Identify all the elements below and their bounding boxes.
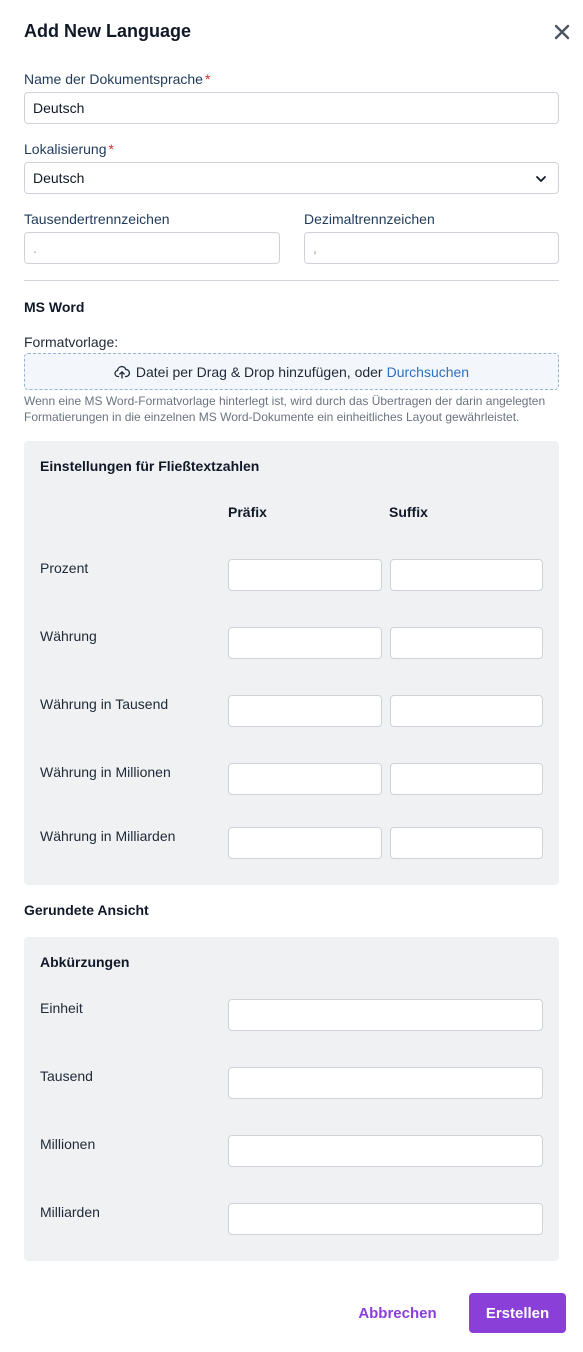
thousands-separator-label: Tausendertrennzeichen bbox=[24, 211, 170, 227]
currency-billion-prefix-input[interactable] bbox=[228, 827, 382, 859]
thousands-separator-input[interactable] bbox=[24, 232, 280, 264]
create-button[interactable]: Erstellen bbox=[469, 1293, 566, 1333]
decimal-separator-label: Dezimaltrennzeichen bbox=[304, 211, 435, 227]
currency-million-prefix-input[interactable] bbox=[228, 763, 382, 795]
row-label-percent: Prozent bbox=[40, 560, 89, 576]
row-label-currency-million: Währung in Millionen bbox=[40, 764, 171, 780]
currency-thousand-suffix-input[interactable] bbox=[390, 695, 543, 727]
row-label-million: Millionen bbox=[40, 1136, 96, 1152]
row-label-thousand: Tausend bbox=[40, 1068, 93, 1084]
template-label: Formatvorlage: bbox=[24, 334, 119, 350]
thousands-separator-value: . bbox=[33, 240, 37, 256]
ms-word-section-title: MS Word bbox=[24, 299, 85, 315]
prefix-column-header: Präfix bbox=[228, 504, 267, 520]
localization-label-text: Lokalisierung bbox=[24, 141, 107, 157]
currency-billion-suffix-input[interactable] bbox=[390, 827, 543, 859]
upload-cloud-icon bbox=[114, 364, 130, 380]
document-language-value: Deutsch bbox=[33, 100, 85, 116]
currency-suffix-input[interactable] bbox=[390, 627, 543, 659]
chevron-down-icon bbox=[534, 172, 548, 186]
flow-text-numbers-title: Einstellungen für Fließtextzahlen bbox=[40, 458, 260, 474]
decimal-separator-input[interactable] bbox=[304, 232, 559, 264]
browse-link[interactable]: Durchsuchen bbox=[386, 363, 470, 380]
localization-select[interactable] bbox=[24, 162, 559, 194]
percent-suffix-input[interactable] bbox=[390, 559, 543, 591]
document-language-label-text: Name der Dokumentsprache bbox=[24, 71, 203, 87]
suffix-column-header: Suffix bbox=[389, 504, 428, 520]
row-label-unit: Einheit bbox=[40, 1000, 83, 1016]
dropzone-text: Datei per Drag & Drop hinzufügen, oder bbox=[135, 363, 383, 380]
row-label-currency: Währung bbox=[40, 628, 97, 644]
row-label-currency-thousand: Währung in Tausend bbox=[40, 696, 169, 712]
required-mark: * bbox=[108, 141, 114, 157]
currency-prefix-input[interactable] bbox=[228, 627, 382, 659]
percent-prefix-input[interactable] bbox=[228, 559, 382, 591]
close-button[interactable] bbox=[552, 22, 572, 42]
row-label-billion: Milliarden bbox=[40, 1204, 100, 1220]
section-divider bbox=[24, 280, 559, 281]
abbreviations-title: Abkürzungen bbox=[40, 954, 130, 970]
dialog-title: Add New Language bbox=[24, 21, 192, 41]
localization-label bbox=[24, 141, 114, 157]
cancel-button[interactable]: Abbrechen bbox=[358, 1304, 437, 1322]
row-label-currency-billion: Währung in Milliarden bbox=[40, 828, 176, 844]
rounded-view-section-title: Gerundete Ansicht bbox=[24, 902, 149, 918]
template-hint: Wenn eine MS Word-Formatvorlage hinterlegt ist, wird durch das Übertragen der darin angelegten Formatierungen in die einzelnen MS Word-Dokumente ein einheitliches Layout gewährleistet. bbox=[24, 394, 546, 424]
abbreviations-panel bbox=[24, 937, 559, 1261]
currency-million-suffix-input[interactable] bbox=[390, 763, 543, 795]
required-mark: * bbox=[204, 71, 211, 87]
template-dropzone[interactable] bbox=[24, 353, 559, 390]
thousand-abbreviation-input[interactable] bbox=[228, 1067, 543, 1099]
document-language-label bbox=[24, 71, 210, 87]
flow-text-numbers-panel bbox=[24, 441, 559, 885]
unit-abbreviation-input[interactable] bbox=[228, 999, 543, 1031]
document-language-input[interactable] bbox=[24, 92, 559, 124]
close-icon[interactable] bbox=[552, 22, 572, 42]
decimal-separator-value: , bbox=[313, 240, 317, 256]
billion-abbreviation-input[interactable] bbox=[228, 1203, 543, 1235]
localization-selected-value: Deutsch bbox=[33, 170, 85, 186]
million-abbreviation-input[interactable] bbox=[228, 1135, 543, 1167]
currency-thousand-prefix-input[interactable] bbox=[228, 695, 382, 727]
